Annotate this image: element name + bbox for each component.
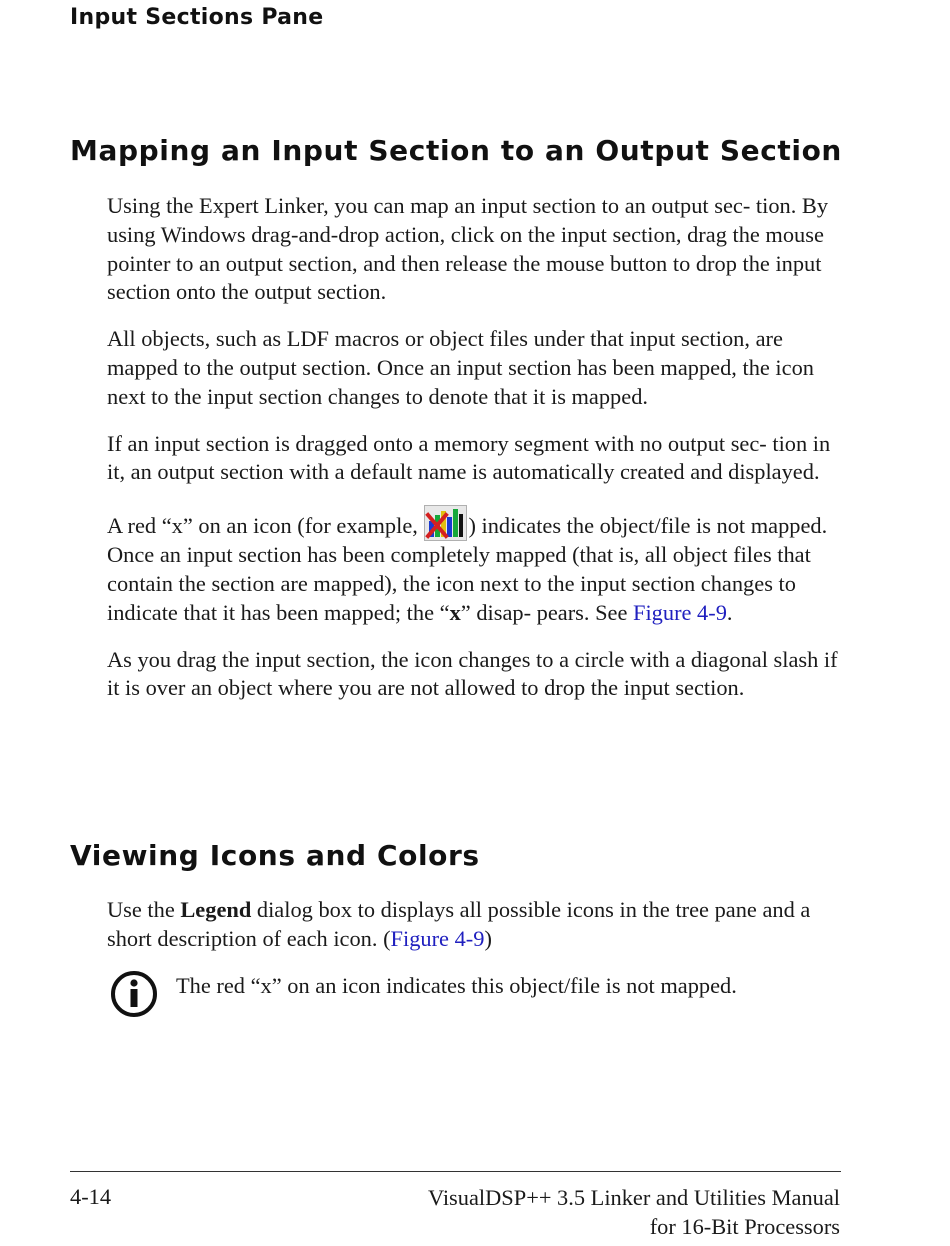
manual-title-line1: VisualDSP++ 3.5 Linker and Utilities Manual [428, 1185, 840, 1210]
figure-4-9-link[interactable]: Figure 4-9 [390, 925, 485, 951]
paragraph: Using the Expert Linker, you can map an input section to an output sec- tion. By using Windows drag-and-drop action, click on the input section, drag the mouse pointer to an output section, and then release the mouse button to drop the input section onto the output section. [107, 193, 829, 305]
paragraph-legend [107, 896, 847, 954]
paragraph-red-x [107, 505, 847, 627]
unmapped-object-icon [424, 505, 467, 541]
legend-term: Legend [180, 897, 252, 922]
text-run: ) [484, 925, 492, 951]
manual-title-line2: for 16-Bit Processors [649, 1213, 840, 1239]
paragraph: If an input section is dragged onto a memory segment with no output sec- tion in it, an output section with a default name is automatically created and displayed. [107, 430, 831, 485]
text-run: A red “x” on an icon (for example, [107, 513, 424, 539]
bold-x: x [449, 599, 461, 625]
text-run: ” disap- pears. See [460, 599, 633, 625]
section-heading-mapping: Mapping an Input Section to an Output Section [70, 134, 842, 167]
manual-title [428, 1184, 840, 1242]
section-heading-icons: Viewing Icons and Colors [70, 839, 480, 872]
info-icon [110, 970, 158, 1018]
note-text: The red “x” on an icon indicates this object/file is not mapped. [176, 973, 737, 998]
section-body-mapping [107, 192, 847, 721]
text-run: dialog box to displays all possible icons in the tree pane and a short description of each icon. ( [107, 897, 811, 951]
text-run: ) indicates the object/file is not mapped. Once an input section has been completely mapped (that is, all object files that contain the section are mapped), the icon next to the input section changes to indicate that it has been mapped; the “ [107, 513, 828, 625]
paragraph: As you drag the input section, the icon changes to a circle with a diagonal slash if it is over an object where you are not allowed to drop the input section. [107, 646, 838, 701]
text-run: . [726, 599, 733, 625]
paragraph: All objects, such as LDF macros or object files under that input section, are mapped to the output section. Once an input section has been mapped, the icon next to the input section changes to denote that it is mapped. [107, 326, 814, 409]
footer-rule [70, 1171, 841, 1172]
running-header: Input Sections Pane [70, 5, 324, 30]
text-run: Use the [107, 897, 181, 922]
figure-4-9-link[interactable]: Figure 4-9 [633, 599, 727, 625]
section-body-icons [107, 896, 847, 972]
page-number: 4-14 [70, 1184, 112, 1209]
